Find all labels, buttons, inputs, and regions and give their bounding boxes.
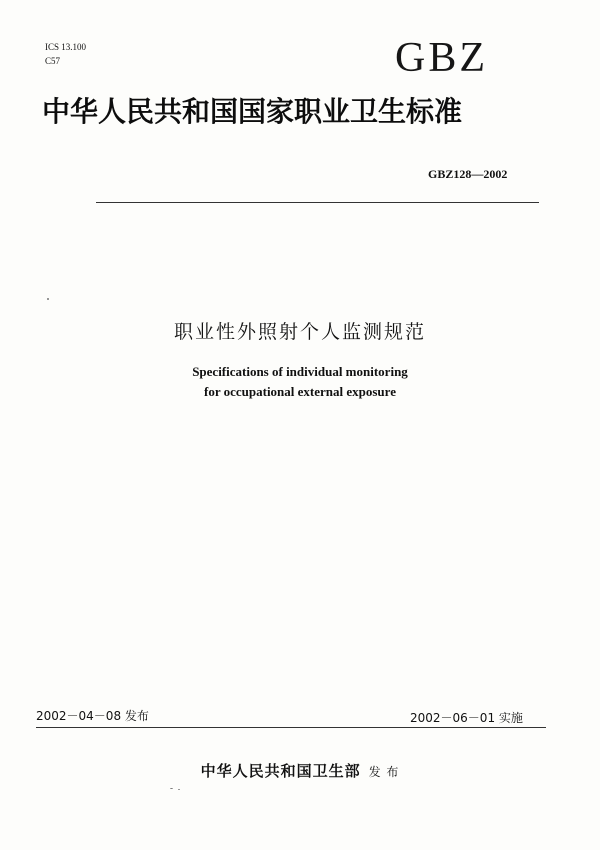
classification-codes bbox=[45, 40, 86, 68]
scan-speck bbox=[170, 788, 173, 789]
publisher-name: 中华人民共和国卫生部 bbox=[200, 762, 361, 780]
gbz-mark: GBZ bbox=[395, 35, 488, 81]
title-english-line-2: for occupational external exposure bbox=[204, 384, 396, 399]
issue-date: 2002－04－08 发布 bbox=[36, 709, 149, 723]
standard-type-heading: 中华人民共和国国家职业卫生标准 bbox=[42, 95, 463, 128]
document-title-english bbox=[0, 362, 600, 402]
publisher-suffix: 发 布 bbox=[368, 765, 400, 779]
ccs-code: C57 bbox=[45, 56, 61, 66]
scan-speck bbox=[47, 298, 49, 300]
document-title-chinese: 职业性外照射个人监测规范 bbox=[173, 321, 426, 343]
footer-divider bbox=[36, 727, 546, 728]
header-divider bbox=[96, 202, 539, 203]
ics-code: ICS 13.100 bbox=[45, 42, 87, 52]
implementation-date: 2002－06－01 实施 bbox=[410, 711, 523, 725]
publisher-line bbox=[0, 760, 600, 783]
title-english-line-1: Specifications of individual monitoring bbox=[192, 364, 408, 379]
scan-speck bbox=[178, 789, 180, 790]
standard-number: GBZ128—2002 bbox=[428, 167, 508, 181]
